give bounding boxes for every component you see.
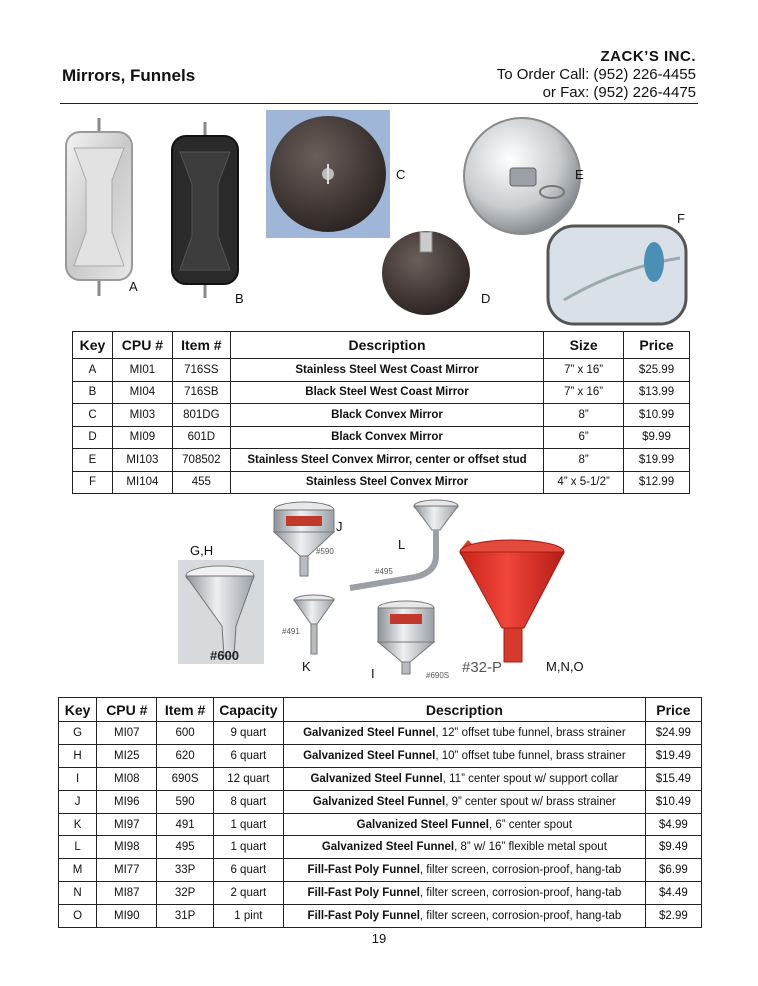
funnels-illustration (170, 496, 590, 684)
desc-rest: , filter screen, corrosion-proof, hang-tab (419, 910, 622, 923)
funnel-i-image (378, 601, 449, 680)
cell-key: L (59, 836, 97, 859)
funnel-mno-image (460, 540, 564, 676)
cell-description (284, 882, 646, 905)
table-header-row (59, 698, 702, 722)
cell-cpu: MI03 (112, 404, 172, 427)
cell-key: D (73, 426, 113, 449)
cell-description (284, 836, 646, 859)
cell-item: 491 (157, 813, 213, 836)
cell-price: $2.99 (645, 905, 701, 928)
table-row (59, 790, 702, 813)
cell-cpu: MI87 (97, 882, 157, 905)
label-k: K (302, 659, 311, 674)
cell-key: J (59, 790, 97, 813)
cell-cpu: MI01 (112, 359, 172, 382)
table-row (59, 767, 702, 790)
funnel-j-image (274, 502, 334, 576)
cell-description (284, 790, 646, 813)
cell-price: $19.99 (624, 449, 690, 472)
cell-key: N (59, 882, 97, 905)
mirror-c-image (266, 110, 390, 238)
table-row (59, 813, 702, 836)
header-item: Item # (172, 332, 230, 359)
cell-price: $4.49 (645, 882, 701, 905)
cell-item: 590 (157, 790, 213, 813)
desc-rest: , 9” center spout w/ brass strainer (445, 795, 616, 808)
cell-price: $4.99 (645, 813, 701, 836)
cell-cpu: MI25 (97, 744, 157, 767)
cell-cpu: MI103 (112, 449, 172, 472)
funnel-32p-text: #32-P (462, 659, 503, 676)
cell-capacity: 12 quart (213, 767, 283, 790)
cell-capacity: 9 quart (213, 722, 283, 745)
desc-bold: Galvanized Steel Funnel (356, 818, 489, 831)
order-phone: To Order Call: (952) 226-4455 (496, 66, 696, 83)
cell-price: $9.49 (645, 836, 701, 859)
cell-capacity: 1 quart (213, 836, 283, 859)
funnel-gh-image (178, 560, 264, 664)
cell-description (284, 767, 646, 790)
cell-item: 455 (172, 471, 230, 494)
funnel-600-text: #600 (210, 648, 239, 663)
header-cpu: CPU # (112, 332, 172, 359)
desc-rest: , filter screen, corrosion-proof, hang-tab (419, 887, 622, 900)
cell-cpu: MI04 (112, 381, 172, 404)
mirror-f-image (548, 226, 686, 324)
cell-price: $13.99 (624, 381, 690, 404)
mirrors-table (72, 331, 690, 494)
cell-cpu: MI09 (112, 426, 172, 449)
cell-description (284, 722, 646, 745)
desc-rest: , 11” center spout w/ support collar (442, 772, 619, 785)
cell-price: $9.99 (624, 426, 690, 449)
mirrors-illustration (58, 108, 698, 330)
header-size: Size (544, 332, 624, 359)
header-key: Key (73, 332, 113, 359)
table-row (59, 882, 702, 905)
cell-item: 716SB (172, 381, 230, 404)
desc-bold: Fill-Fast Poly Funnel (307, 864, 420, 877)
table-row (73, 449, 690, 472)
desc-bold: Galvanized Steel Funnel (310, 772, 443, 785)
cell-size: 7” x 16” (544, 381, 624, 404)
cell-size: 8” (544, 449, 624, 472)
cell-description: Stainless Steel West Coast Mirror (230, 359, 543, 382)
desc-rest: , 10” offset tube funnel, brass strainer (435, 749, 626, 762)
funnel-590-text: #590 (316, 547, 334, 556)
cell-capacity: 8 quart (213, 790, 283, 813)
cell-size: 6” (544, 426, 624, 449)
header-price: Price (624, 332, 690, 359)
table-header-row (73, 332, 690, 359)
cell-key: M (59, 859, 97, 882)
cell-capacity: 1 quart (213, 813, 283, 836)
funnel-495-text: #495 (375, 567, 393, 576)
cell-key: A (73, 359, 113, 382)
cell-cpu: MI97 (97, 813, 157, 836)
cell-item: 33P (157, 859, 213, 882)
cell-item: 708502 (172, 449, 230, 472)
cell-item: 31P (157, 905, 213, 928)
table-row (73, 426, 690, 449)
cell-cpu: MI96 (97, 790, 157, 813)
page-title: Mirrors, Funnels (62, 66, 196, 85)
cell-description (284, 859, 646, 882)
desc-bold: Galvanized Steel Funnel (303, 726, 436, 739)
cell-key: C (73, 404, 113, 427)
cell-description: Black Convex Mirror (230, 426, 543, 449)
desc-rest: , 6” center spout (488, 818, 573, 831)
label-e: E (575, 167, 584, 182)
cell-capacity: 2 quart (213, 882, 283, 905)
cell-item: 495 (157, 836, 213, 859)
table-row (59, 744, 702, 767)
cell-item: 600 (157, 722, 213, 745)
mirror-d-image (382, 231, 470, 315)
cell-capacity: 6 quart (213, 859, 283, 882)
label-i: I (371, 666, 375, 681)
cell-price: $10.99 (624, 404, 690, 427)
cell-item: 801DG (172, 404, 230, 427)
desc-bold: Fill-Fast Poly Funnel (307, 887, 420, 900)
label-l: L (398, 537, 406, 552)
desc-bold: Galvanized Steel Funnel (303, 749, 436, 762)
cell-cpu: MI77 (97, 859, 157, 882)
cell-price: $10.49 (645, 790, 701, 813)
header-cpu: CPU # (97, 698, 157, 722)
cell-cpu: MI98 (97, 836, 157, 859)
cell-item: 716SS (172, 359, 230, 382)
page-number: 19 (371, 931, 387, 946)
table-row (73, 471, 690, 494)
funnels-table (58, 697, 702, 928)
cell-description: Stainless Steel Convex Mirror, center or offset stud (230, 449, 543, 472)
label-a: A (129, 279, 138, 294)
cell-key: K (59, 813, 97, 836)
header-description: Description (284, 698, 646, 722)
cell-description: Black Convex Mirror (230, 404, 543, 427)
cell-size: 7” x 16” (544, 359, 624, 382)
cell-key: H (59, 744, 97, 767)
header-key: Key (59, 698, 97, 722)
cell-price: $12.99 (624, 471, 690, 494)
header-price: Price (645, 698, 701, 722)
table-row (59, 836, 702, 859)
order-fax: or Fax: (952) 226-4475 (542, 84, 696, 101)
mirror-e-image (464, 118, 580, 234)
cell-cpu: MI104 (112, 471, 172, 494)
cell-item: 620 (157, 744, 213, 767)
table-row (73, 381, 690, 404)
header-item: Item # (157, 698, 213, 722)
label-f: F (677, 211, 685, 226)
table-row (59, 859, 702, 882)
company-name: ZACK’S INC. (600, 48, 696, 65)
label-j: J (336, 519, 343, 534)
header-divider (60, 103, 698, 104)
funnel-k-image (282, 595, 334, 654)
header-description: Description (230, 332, 543, 359)
funnel-491-text: #491 (282, 627, 300, 636)
table-row (59, 905, 702, 928)
cell-key: O (59, 905, 97, 928)
desc-bold: Galvanized Steel Funnel (321, 841, 455, 854)
desc-rest: , 12” offset tube funnel, brass strainer (435, 726, 626, 739)
cell-price: $25.99 (624, 359, 690, 382)
mirror-b-image (172, 122, 238, 298)
cell-cpu: MI08 (97, 767, 157, 790)
cell-description (284, 905, 646, 928)
cell-capacity: 6 quart (213, 744, 283, 767)
header-capacity: Capacity (213, 698, 283, 722)
label-b: B (235, 291, 244, 306)
desc-rest: , filter screen, corrosion-proof, hang-tab (419, 864, 622, 877)
table-row (59, 722, 702, 745)
label-d: D (481, 291, 491, 306)
cell-description (284, 744, 646, 767)
cell-price: $19.49 (645, 744, 701, 767)
label-gh: G,H (190, 543, 214, 558)
cell-description (284, 813, 646, 836)
cell-description: Black Steel West Coast Mirror (230, 381, 543, 404)
cell-key: I (59, 767, 97, 790)
label-mno: M,N,O (546, 659, 584, 674)
mirror-a-image (66, 118, 132, 296)
desc-rest: , 8” w/ 16” flexible metal spout (454, 841, 607, 854)
label-c: C (396, 167, 406, 182)
cell-price: $24.99 (645, 722, 701, 745)
funnel-690s-text: #690S (426, 671, 450, 680)
cell-key: G (59, 722, 97, 745)
cell-price: $6.99 (645, 859, 701, 882)
cell-key: B (73, 381, 113, 404)
cell-price: $15.49 (645, 767, 701, 790)
desc-bold: Galvanized Steel Funnel (312, 795, 446, 808)
table-row (73, 359, 690, 382)
cell-item: 690S (157, 767, 213, 790)
desc-bold: Fill-Fast Poly Funnel (307, 910, 420, 923)
table-row (73, 404, 690, 427)
cell-description: Stainless Steel Convex Mirror (230, 471, 543, 494)
cell-key: E (73, 449, 113, 472)
cell-key: F (73, 471, 113, 494)
cell-item: 32P (157, 882, 213, 905)
cell-cpu: MI90 (97, 905, 157, 928)
cell-item: 601D (172, 426, 230, 449)
cell-size: 4” x 5-1/2” (544, 471, 624, 494)
cell-capacity: 1 pint (213, 905, 283, 928)
cell-cpu: MI07 (97, 722, 157, 745)
cell-size: 8” (544, 404, 624, 427)
